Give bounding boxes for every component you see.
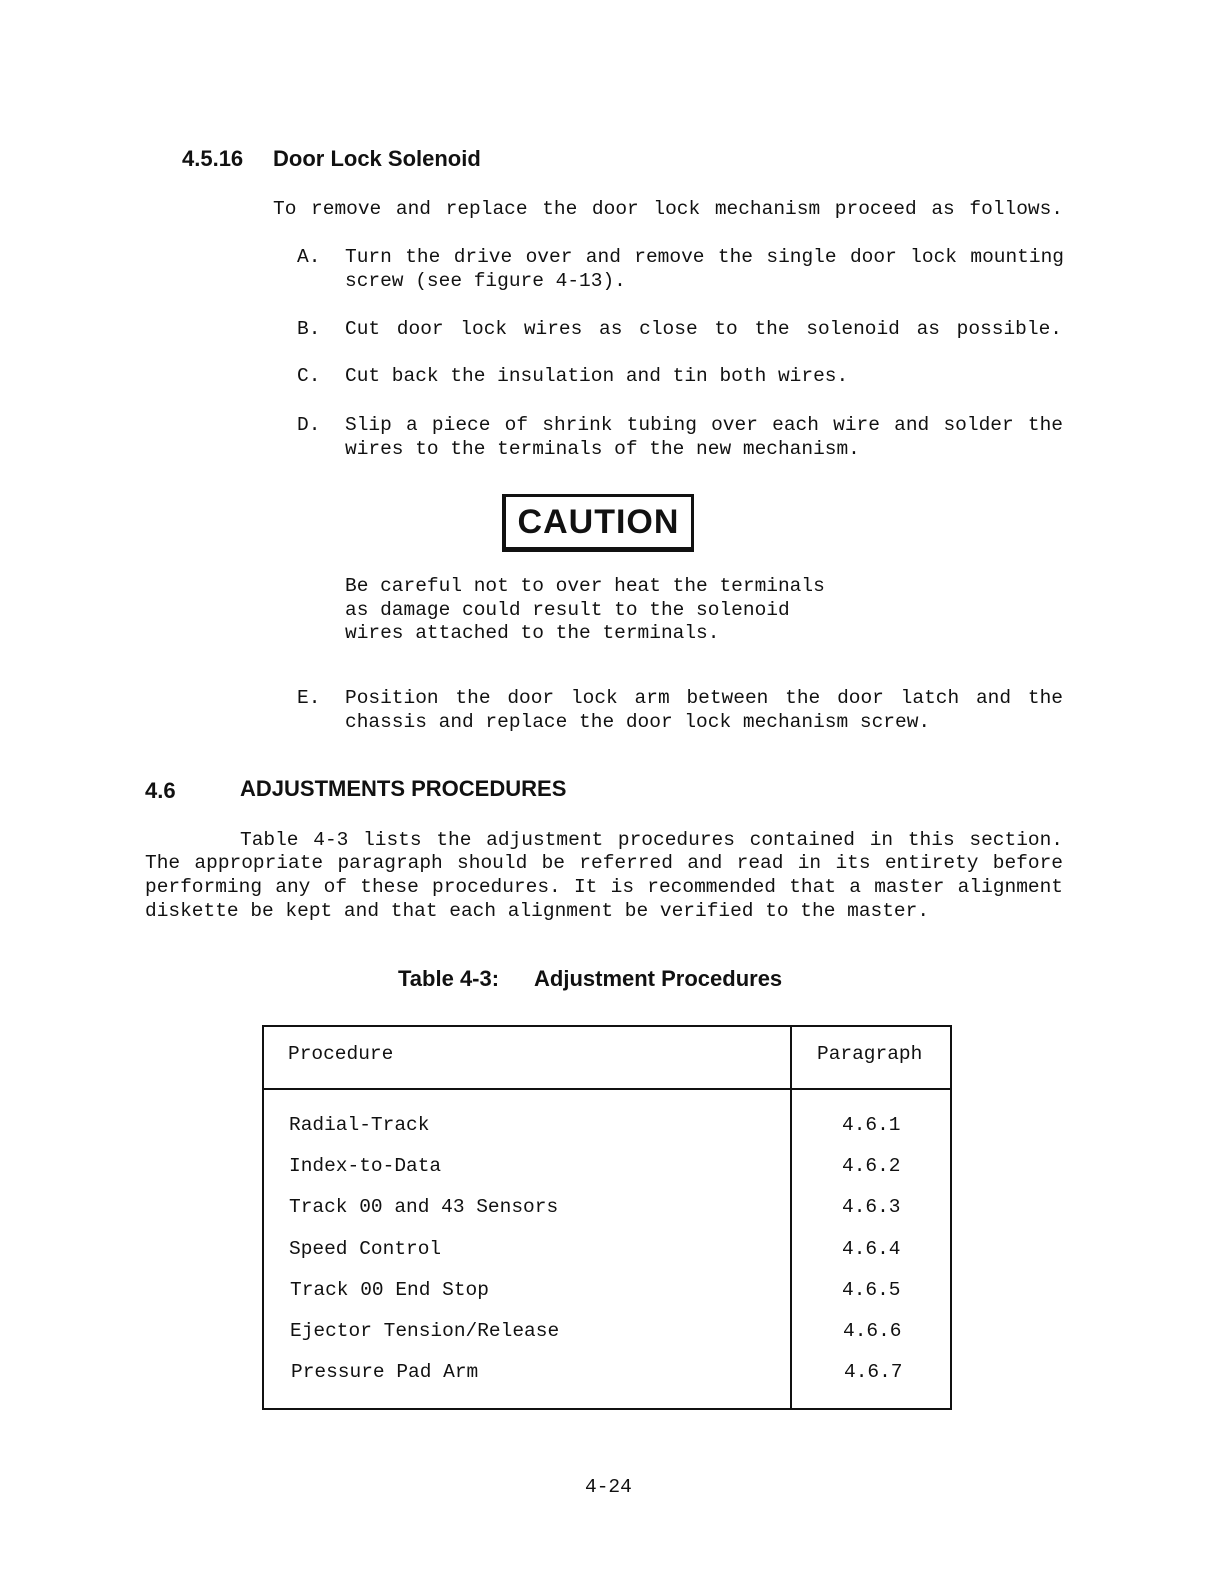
table-header-procedure: Procedure xyxy=(288,1043,394,1065)
table-row-6-paragraph: 4.6.6 xyxy=(843,1320,902,1342)
table-row-7-paragraph: 4.6.7 xyxy=(844,1361,903,1383)
step-d-letter: D. xyxy=(297,414,321,436)
table-row-4-procedure: Speed Control xyxy=(289,1238,442,1260)
section-number-4-5-16: 4.5.16 xyxy=(182,146,244,171)
step-a-letter: A. xyxy=(297,246,321,268)
table-header-divider xyxy=(264,1088,950,1090)
section-title-door-lock-solenoid: Door Lock Solenoid xyxy=(273,146,481,171)
table-caption-title: Adjustment Procedures xyxy=(534,966,783,991)
step-e-line-1: Position the door lock arm between the door latch and the xyxy=(345,687,1063,709)
table-row-1-procedure: Radial-Track xyxy=(289,1114,430,1136)
step-d-line-2: wires to the terminals of the new mechanism. xyxy=(345,438,860,460)
page-number: 4-24 xyxy=(585,1476,632,1498)
caution-line-2: as damage could result to the solenoid xyxy=(345,599,790,621)
caution-line-1: Be careful not to over heat the terminals xyxy=(345,575,825,597)
section-number-4-6: 4.6 xyxy=(145,778,176,803)
caution-line-3: wires attached to the terminals. xyxy=(345,622,720,644)
table-row-3-procedure: Track 00 and 43 Sensors xyxy=(289,1196,559,1218)
table-row-3-paragraph: 4.6.3 xyxy=(842,1196,901,1218)
table-row-5-paragraph: 4.6.5 xyxy=(842,1279,901,1301)
table-row-5-procedure: Track 00 End Stop xyxy=(290,1279,489,1301)
paragraph-line-4: diskette be kept and that each alignment be verified to the master. xyxy=(145,900,930,922)
table-row-2-paragraph: 4.6.2 xyxy=(842,1155,901,1177)
paragraph-line-2: The appropriate paragraph should be referred and read in its entirety before xyxy=(145,852,1063,874)
intro-text: To remove and replace the door lock mechanism proceed as follows. xyxy=(273,198,1063,220)
caution-label: CAUTION xyxy=(502,494,694,552)
table-row-7-procedure: Pressure Pad Arm xyxy=(291,1361,479,1383)
section-title-adjustments: ADJUSTMENTS PROCEDURES xyxy=(240,776,567,801)
table-row-6-procedure: Ejector Tension/Release xyxy=(290,1320,560,1342)
step-d-line-1: Slip a piece of shrink tubing over each wire and solder the xyxy=(345,414,1063,436)
paragraph-line-1: Table 4-3 lists the adjustment procedures contained in this section. xyxy=(240,829,1063,851)
step-c-line-1: Cut back the insulation and tin both wires. xyxy=(345,365,849,387)
step-a-line-1: Turn the drive over and remove the single door lock mounting xyxy=(345,246,1064,268)
step-c-letter: C. xyxy=(297,365,321,387)
table-column-divider xyxy=(790,1027,792,1408)
step-e-line-2: chassis and replace the door lock mechanism screw. xyxy=(345,711,931,733)
step-a-line-2: screw (see figure 4-13). xyxy=(345,270,626,292)
adjustment-procedures-table xyxy=(262,1025,952,1410)
table-row-2-procedure: Index-to-Data xyxy=(289,1155,442,1177)
table-caption-number: Table 4-3: xyxy=(398,966,500,991)
table-row-1-paragraph: 4.6.1 xyxy=(842,1114,901,1136)
step-b-letter: B. xyxy=(297,318,321,340)
step-e-letter: E. xyxy=(297,687,321,709)
paragraph-line-3: performing any of these procedures. It is recommended that a master alignment xyxy=(145,876,1063,898)
table-header-paragraph: Paragraph xyxy=(817,1043,923,1065)
table-row-4-paragraph: 4.6.4 xyxy=(842,1238,901,1260)
step-b-line-1: Cut door lock wires as close to the solenoid as possible. xyxy=(345,318,1062,340)
